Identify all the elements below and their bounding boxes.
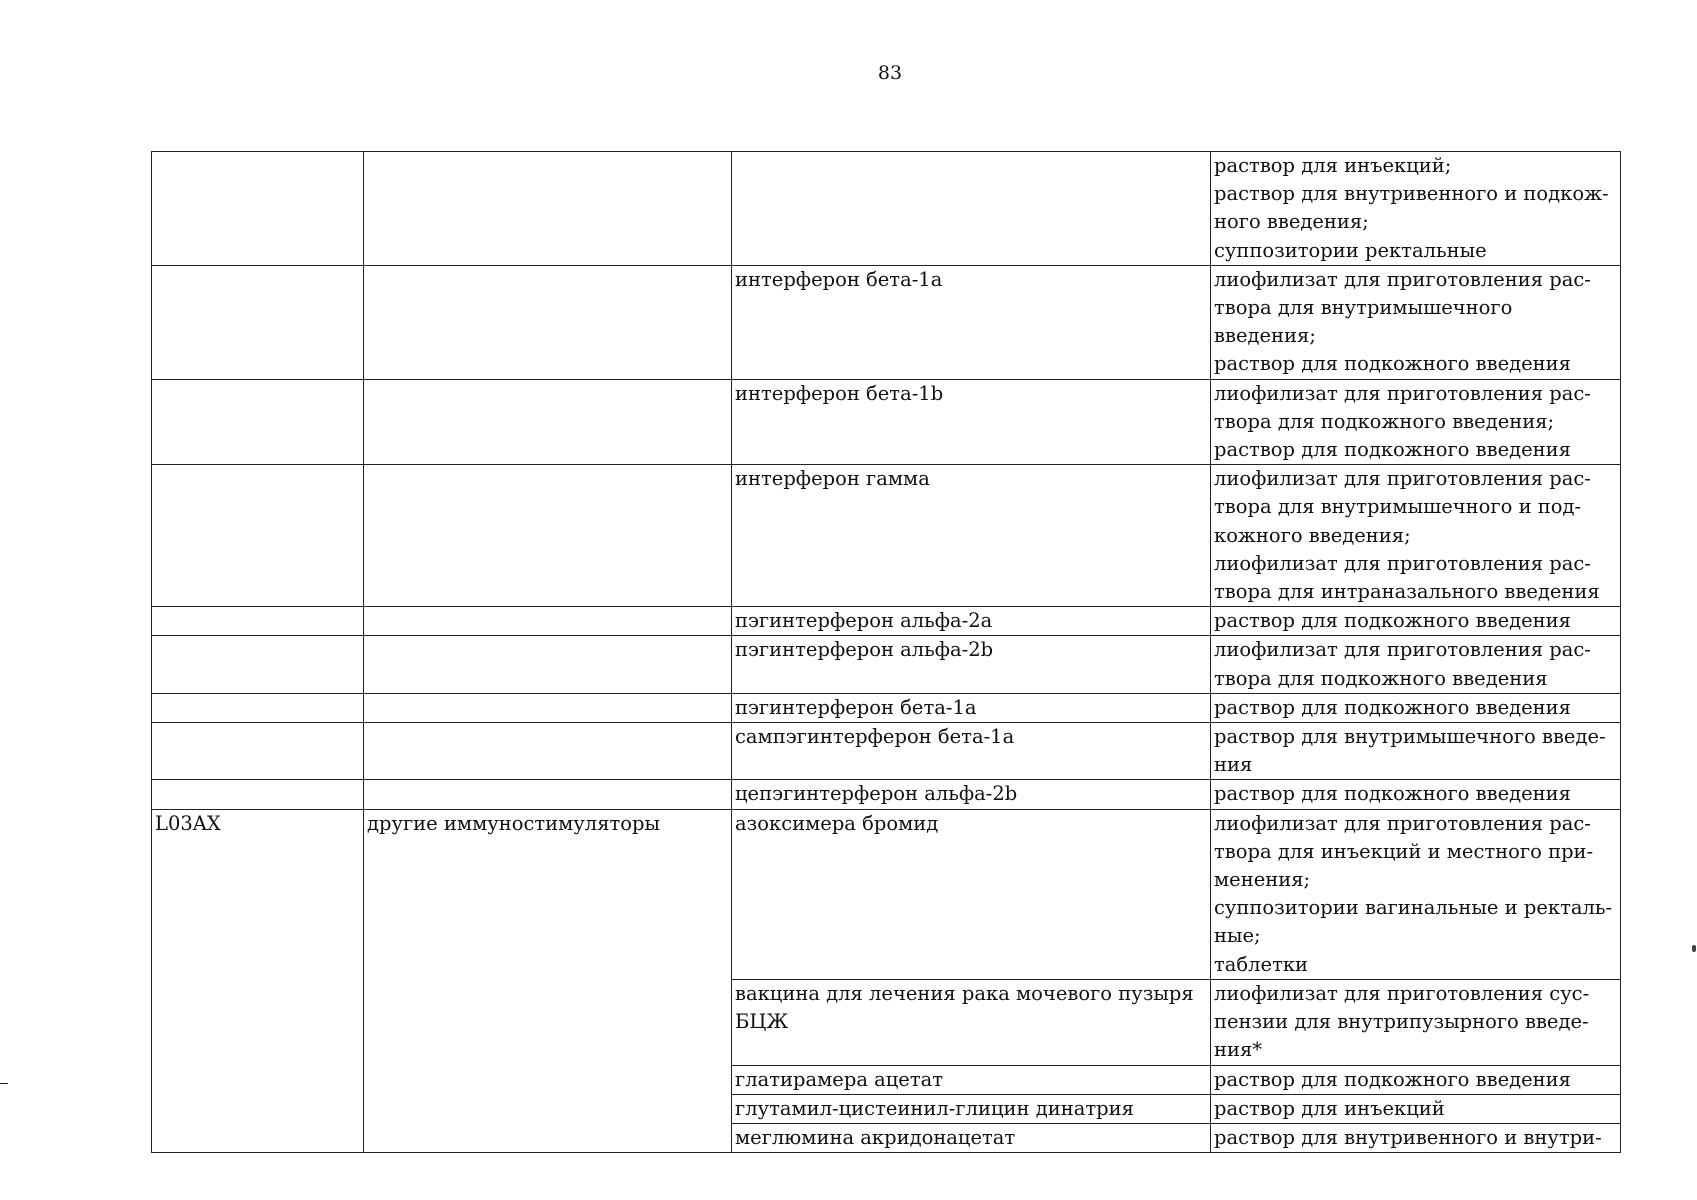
group-cell — [364, 152, 732, 266]
dosage-form-cell: раствор для подкожного введения — [1211, 693, 1621, 722]
drug-name-cell: цепэгинтерферон альфа-2b — [732, 780, 1211, 809]
drug-name-cell: интерферон гамма — [732, 465, 1211, 607]
dosage-form-cell: лиофилизат для приготовления сус- пензии для внутрипузырного введе- ния* — [1211, 979, 1621, 1065]
atc-code-cell — [152, 265, 364, 379]
table-row — [152, 780, 1621, 809]
table-row — [152, 265, 1621, 379]
group-cell — [364, 265, 732, 379]
dosage-form-cell: лиофилизат для приготовления рас- твора для инъекций и местного при- менения; суппозитории вагинальные и ректаль- ные; таблетки — [1211, 809, 1621, 979]
dosage-form-cell: раствор для внутримышечного введе- ния — [1211, 723, 1621, 780]
dosage-form-cell: раствор для подкожного введения — [1211, 1065, 1621, 1094]
dosage-form-cell: раствор для инъекций — [1211, 1094, 1621, 1123]
dosage-form-cell: раствор для внутривенного и внутри- — [1211, 1123, 1621, 1152]
table-row — [152, 379, 1621, 465]
group-cell — [364, 723, 732, 780]
dosage-form-cell: лиофилизат для приготовления рас- твора для подкожного введения; раствор для подкожного введения — [1211, 379, 1621, 465]
drug-name-cell: меглюмина акридонацетат — [732, 1123, 1211, 1152]
drug-name-cell: интерферон бета-1a — [732, 265, 1211, 379]
atc-code-cell — [152, 723, 364, 780]
group-cell — [364, 465, 732, 607]
page-number: 83 — [877, 62, 903, 84]
table-row — [152, 152, 1621, 266]
atc-code-cell — [152, 152, 364, 266]
atc-code-cell — [152, 465, 364, 607]
table-row — [152, 465, 1621, 607]
drug-name-cell: пэгинтерферон альфа-2a — [732, 607, 1211, 636]
group-cell — [364, 693, 732, 722]
group-cell — [364, 607, 732, 636]
dosage-form-cell: раствор для инъекций; раствор для внутривенного и подкож- ного введения; суппозитории ректальные — [1211, 152, 1621, 266]
drug-name-cell: азоксимера бромид — [732, 809, 1211, 979]
table-row — [152, 636, 1621, 693]
group-cell — [364, 379, 732, 465]
drug-name-cell: глутамил-цистеинил-глицин динатрия — [732, 1094, 1211, 1123]
drug-name-cell: пэгинтерферон бета-1a — [732, 693, 1211, 722]
atc-code-cell — [152, 607, 364, 636]
dosage-form-cell: лиофилизат для приготовления рас- твора для подкожного введения — [1211, 636, 1621, 693]
group-cell — [364, 780, 732, 809]
dosage-form-cell: раствор для подкожного введения — [1211, 780, 1621, 809]
group-cell: другие иммуностимуляторы — [364, 809, 732, 1152]
atc-code-cell: L03AX — [152, 809, 364, 1152]
margin-dot-mark — [1692, 945, 1696, 952]
drug-name-cell: вакцина для лечения рака мочевого пузыря БЦЖ — [732, 979, 1211, 1065]
atc-code-cell — [152, 379, 364, 465]
table-row — [152, 723, 1621, 780]
drug-name-cell: пэгинтерферон альфа-2b — [732, 636, 1211, 693]
drug-name-cell: глатирамера ацетат — [732, 1065, 1211, 1094]
table-row — [152, 607, 1621, 636]
atc-code-cell — [152, 636, 364, 693]
drug-name-cell: сампэгинтерферон бета-1a — [732, 723, 1211, 780]
atc-code-cell — [152, 693, 364, 722]
table-row — [152, 693, 1621, 722]
dosage-form-cell: лиофилизат для приготовления рас- твора для внутримышечного введения; раствор для подкожного введения — [1211, 265, 1621, 379]
drug-table — [151, 151, 1621, 1153]
atc-code-cell — [152, 780, 364, 809]
dosage-form-cell: лиофилизат для приготовления рас- твора для внутримышечного и под- кожного введения; лиофилизат для приготовления рас- твора для интраназального введения — [1211, 465, 1621, 607]
margin-dash-mark — [0, 1083, 8, 1084]
table-row — [152, 809, 1621, 979]
drug-name-cell: интерферон бета-1b — [732, 379, 1211, 465]
dosage-form-cell: раствор для подкожного введения — [1211, 607, 1621, 636]
group-cell — [364, 636, 732, 693]
drug-name-cell — [732, 152, 1211, 266]
